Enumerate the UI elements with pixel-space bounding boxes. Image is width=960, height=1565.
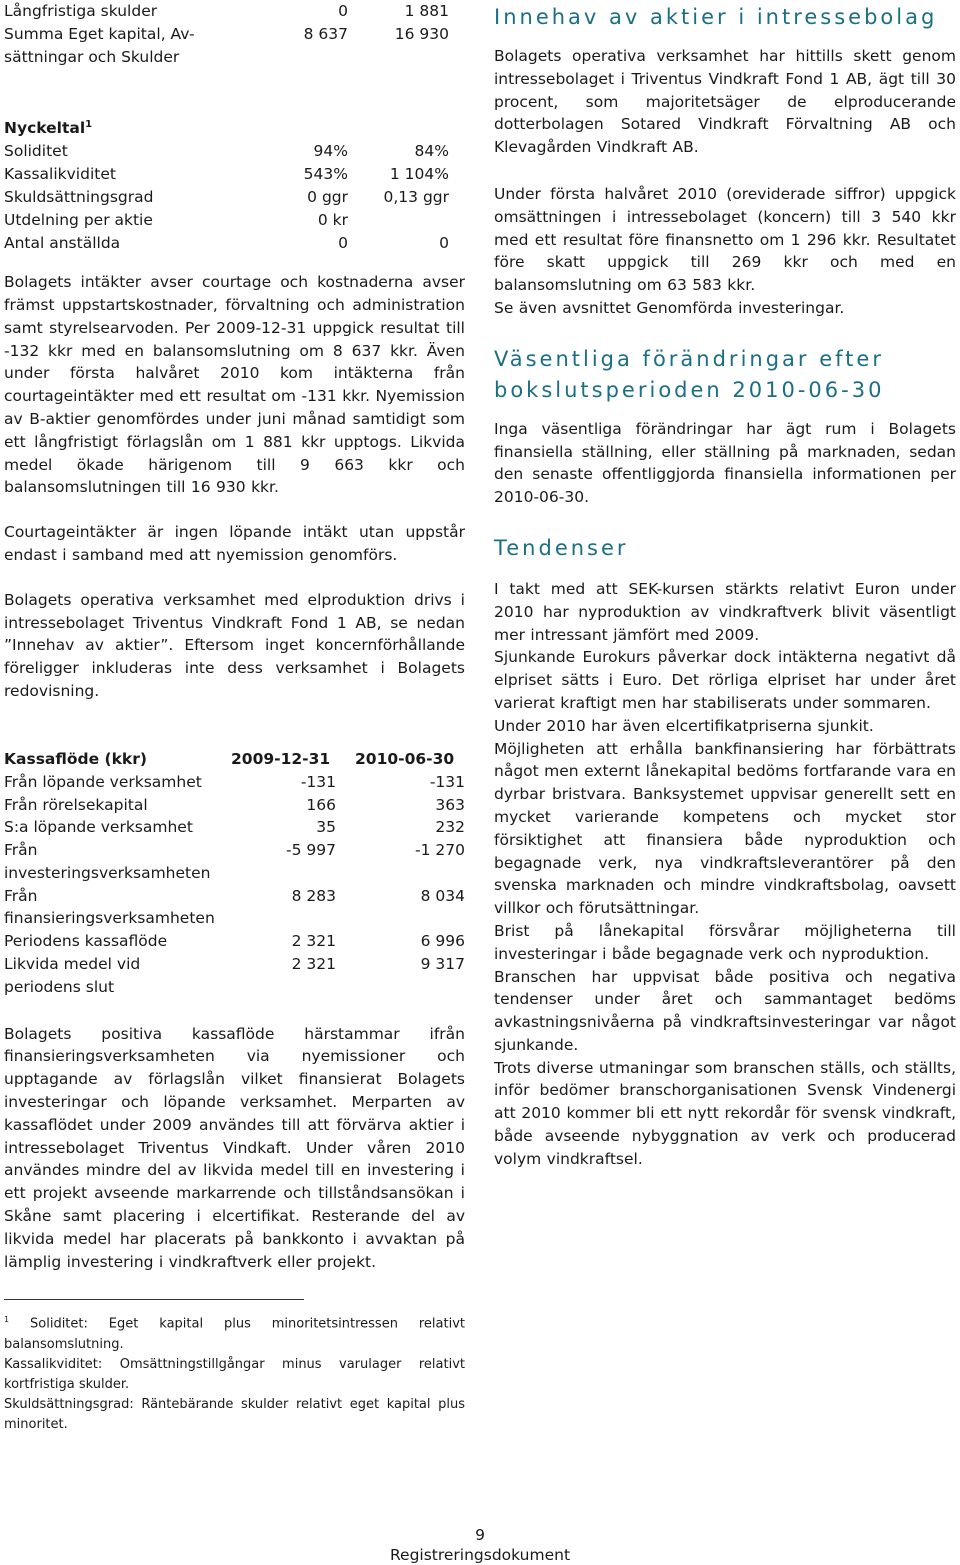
table-row xyxy=(4,186,465,209)
table-row xyxy=(4,953,465,999)
document-name: Registreringsdokument xyxy=(389,1546,571,1564)
footnote-ref: 1 xyxy=(85,119,93,130)
page-footer xyxy=(0,1525,960,1565)
table-row xyxy=(4,794,465,817)
footnote-text: Soliditet: Eget kapital plus minoritetsintressen relativt balansomslutning. xyxy=(4,1316,465,1352)
courtage-paragraph: Courtageintäkter är ingen löpande intäkt utan uppstår endast i samband med att nyemission genomförs. xyxy=(4,523,465,564)
innehav-paragraph-3: Se även avsnittet Genomförda investeringar. xyxy=(494,298,845,317)
row-label: Långfristiga skulder xyxy=(4,2,158,20)
footnote-marker: 1 xyxy=(4,1315,10,1325)
table-row xyxy=(4,885,465,931)
value-2010: 6 996 xyxy=(420,932,465,951)
row-label: Periodens kassaflöde xyxy=(4,932,168,951)
nyckeltal-heading-text: Nyckeltal xyxy=(4,119,86,138)
value-2010: 0,13 ggr xyxy=(383,188,449,207)
vasentliga-paragraph: Inga väsentliga förändringar har ägt rum i Bolagets finansiella ställning, eller ställning på marknaden, sedan den senaste offentliggjorda finansiella informationen per 2010-06-30. xyxy=(494,419,956,507)
value-2009: 8 283 xyxy=(291,886,336,905)
table-row xyxy=(4,839,465,885)
value-2010: -131 xyxy=(429,772,465,791)
cashflow-header xyxy=(4,747,465,771)
footnote-soliditet xyxy=(4,1310,465,1354)
value-2009: -131 xyxy=(300,772,336,791)
row-label: Från rörelsekapital xyxy=(4,795,148,814)
row-label: Kassalikviditet xyxy=(4,165,116,184)
value-2010: 84% xyxy=(414,142,449,161)
column-header-2009: 2009-12-31 xyxy=(231,749,331,768)
column-header-2010: 2010-06-30 xyxy=(355,749,455,768)
table-row xyxy=(4,232,465,255)
nyckeltal-heading xyxy=(4,113,465,140)
table-row xyxy=(4,816,465,839)
value-2010: 8 034 xyxy=(420,886,465,905)
row-label: Från finansieringsverksamheten xyxy=(4,886,215,928)
value-2009: 0 xyxy=(338,234,348,253)
value-2009: 2 321 xyxy=(291,932,336,951)
value-2009: 8 637 xyxy=(303,25,348,43)
table-row xyxy=(4,0,465,23)
section-heading-tendenser: Tendenser xyxy=(494,535,629,560)
section-heading-innehav: Innehav av aktier i intressebolag xyxy=(494,5,938,29)
value-2009: 543% xyxy=(303,165,348,184)
table-row xyxy=(4,163,465,186)
results-paragraph: Bolagets intäkter avser courtage och kostnaderna avser främst uppstartskostnader, förvaltning och administration samt styrelsearvoden. Per 2009-12-31 uppgick resultat till -132 kkr med en balansomslutning om 8 637 kkr. Även under första halvåret 2010 kom intäkterna från courtageintäkter med ett resultat om -131 kkr. Nyemission av B-aktier genomfördes under juni månad samtidigt som ett långfristigt förlagslån om 1 881 kkr upptogs. Likvida medel ökade härigenom till 9 663 kkr och balansomslutningen till 16 930 kkr. xyxy=(4,273,465,497)
value-2009: 0 ggr xyxy=(307,188,348,207)
value-2009: 2 321 xyxy=(291,955,336,974)
row-label: Från löpande verksamhet xyxy=(4,772,202,791)
tendenser-paragraph: I takt med att SEK-kursen stärkts relativt Euron under 2010 har nyproduktion av vindkraftverk blivit väsentligt mer intressant jämfört med 2009. xyxy=(494,579,956,644)
value-2010: 1 104% xyxy=(389,165,449,184)
value-2010: 232 xyxy=(435,818,465,837)
tendenser-paragraph: Branschen har uppvisat både positiva och negativa tendenser under året och sammantaget bedöms avkastningsnivåerna på vindkraftsinvesteringar var något sjunkande. xyxy=(494,967,956,1054)
section-heading-vasentliga: Väsentliga förändringar efter bokslutsperioden 2010-06-30 xyxy=(494,346,885,402)
tendenser-paragraph: Sjunkande Eurokurs påverkar dock intäkterna negativt då elpriset sätts i Euro. Det rörliga elpriset har under året varierat kraftigt men har stabiliserats under sommaren. xyxy=(494,648,956,712)
balance-table xyxy=(4,0,465,69)
table-row xyxy=(4,46,465,69)
cashflow-table xyxy=(4,747,465,999)
nyckeltal-table xyxy=(4,140,465,255)
row-label: Likvida medel vid periodens slut xyxy=(4,955,141,996)
value-2009: 0 xyxy=(338,2,348,20)
row-label: Från investeringsverksamheten xyxy=(4,841,211,882)
row-label: Antal anställda xyxy=(4,234,121,253)
cashflow-paragraph: Bolagets positiva kassaflöde härstammar ifrån finansieringsverksamheten via nyemissioner och upptagande av förlagslån vilket finansierat Bolagets investeringar och löpande verksamhet. Merparten av kassaflödet under 2009 användes till att förvärva aktier i intressebolaget Triventus Vindkaft. Under våren 2010 användes mindre del av likvida medel till en investering i ett projekt avseende markarrende och tillståndsansökan i Skåne samt placering i elcertifikat. Resterande del av likvida medel har placerats på bankkonto i avvaktan på lämplig investering i vindkraftverk eller projekt. xyxy=(4,1024,465,1271)
row-label: Summa Eget kapital, Av- xyxy=(4,25,195,43)
value-2009: 0 kr xyxy=(317,211,348,230)
table-row xyxy=(4,930,465,953)
value-2009: -5 997 xyxy=(286,841,336,860)
footnote-skuldsattningsgrad: Skuldsättningsgrad: Räntebärande skulder relativt eget kapital plus minoritet. xyxy=(4,1396,465,1432)
tendenser-paragraph: Trots diverse utmaningar som branschen ställs, och ställts, inför bedömer branschorganisationen Svensk Vindenergi att 2010 kommer bli ett nytt rekordår för svensk vindkraft, både avseende nybyggnation av verk och producerad volym vindkraftsel. xyxy=(494,1058,956,1168)
value-2010: 1 881 xyxy=(404,2,449,20)
row-label: S:a löpande verksamhet xyxy=(4,818,193,837)
table-row xyxy=(4,209,465,232)
value-2009: 166 xyxy=(306,795,336,814)
row-label: Skuldsättningsgrad xyxy=(4,188,154,207)
value-2009: 94% xyxy=(313,142,348,161)
value-2010: 16 930 xyxy=(394,25,449,43)
table-row xyxy=(4,140,465,163)
value-2009: 35 xyxy=(316,818,336,837)
innehav-paragraph-2: Under första halvåret 2010 (oreviderade siffror) uppgick omsättningen i intressebolaget (koncern) till 3 540 kkr med ett resultat före finansnetto om 1 296 kkr. Resultatet före skatt uppgick till 269 kkr och med en balansomslutning om 63 583 kkr. xyxy=(494,184,956,295)
tendenser-paragraph: Brist på lånekapital försvårar möjligheterna till investeringar i både begagnade verk och nyproduktion. xyxy=(494,921,956,963)
innehav-paragraph-1: Bolagets operativa verksamhet har hittills skett genom intressebolaget i Triventus Vindkraft Fond 1 AB, ägt till 30 procent, som majoritetsäger de elproducerande dotterbolagen Sotared Vindkraft Förvaltning AB och Klevagården Vindkraft AB. xyxy=(494,47,956,157)
row-label: Utdelning per aktie xyxy=(4,211,153,230)
tendenser-paragraph: Möjligheten att erhålla bankfinansiering har förbättrats något men externt lånekapital bedöms fortfarande vara en dyrbar bristvara. Banksystemet uppvisar generellt sett en mycket varierande kompetens och mycket stor försiktighet att finansiera både nyproduktion och begagnade verk, nya vindkraftsleverantörer på den svenska marknaden och mindre vindkraftsbolag, oavsett villkor och förutsättningar. xyxy=(494,739,956,918)
table-row xyxy=(4,23,465,46)
value-2010: 9 317 xyxy=(420,955,465,974)
table-row xyxy=(4,771,465,794)
row-label: sättningar och Skulder xyxy=(4,48,180,66)
row-label: Soliditet xyxy=(4,142,68,161)
value-2010: -1 270 xyxy=(415,841,465,860)
tendenser-paragraph: Under 2010 har även elcertifikatpriserna sjunkit. xyxy=(494,716,874,735)
footnote-kassalikviditet: Kassalikviditet: Omsättningstillgångar minus varulager relativt kortfristiga skulder. xyxy=(4,1356,465,1392)
operations-paragraph: Bolagets operativa verksamhet med elproduktion drivs i intressebolaget Triventus Vindkraft Fond 1 AB, se nedan ”Innehav av aktier”. Eftersom inget koncernförhållande föreligger inkluderas inte dess verksamhet i Bolagets redovisning. xyxy=(4,590,465,700)
value-2010: 0 xyxy=(439,234,449,253)
right-column xyxy=(494,0,956,1171)
cashflow-title: Kassaflöde (kkr) xyxy=(4,749,147,768)
value-2010: 363 xyxy=(435,795,465,814)
left-column xyxy=(4,0,465,1435)
page-number: 9 xyxy=(475,1526,485,1544)
